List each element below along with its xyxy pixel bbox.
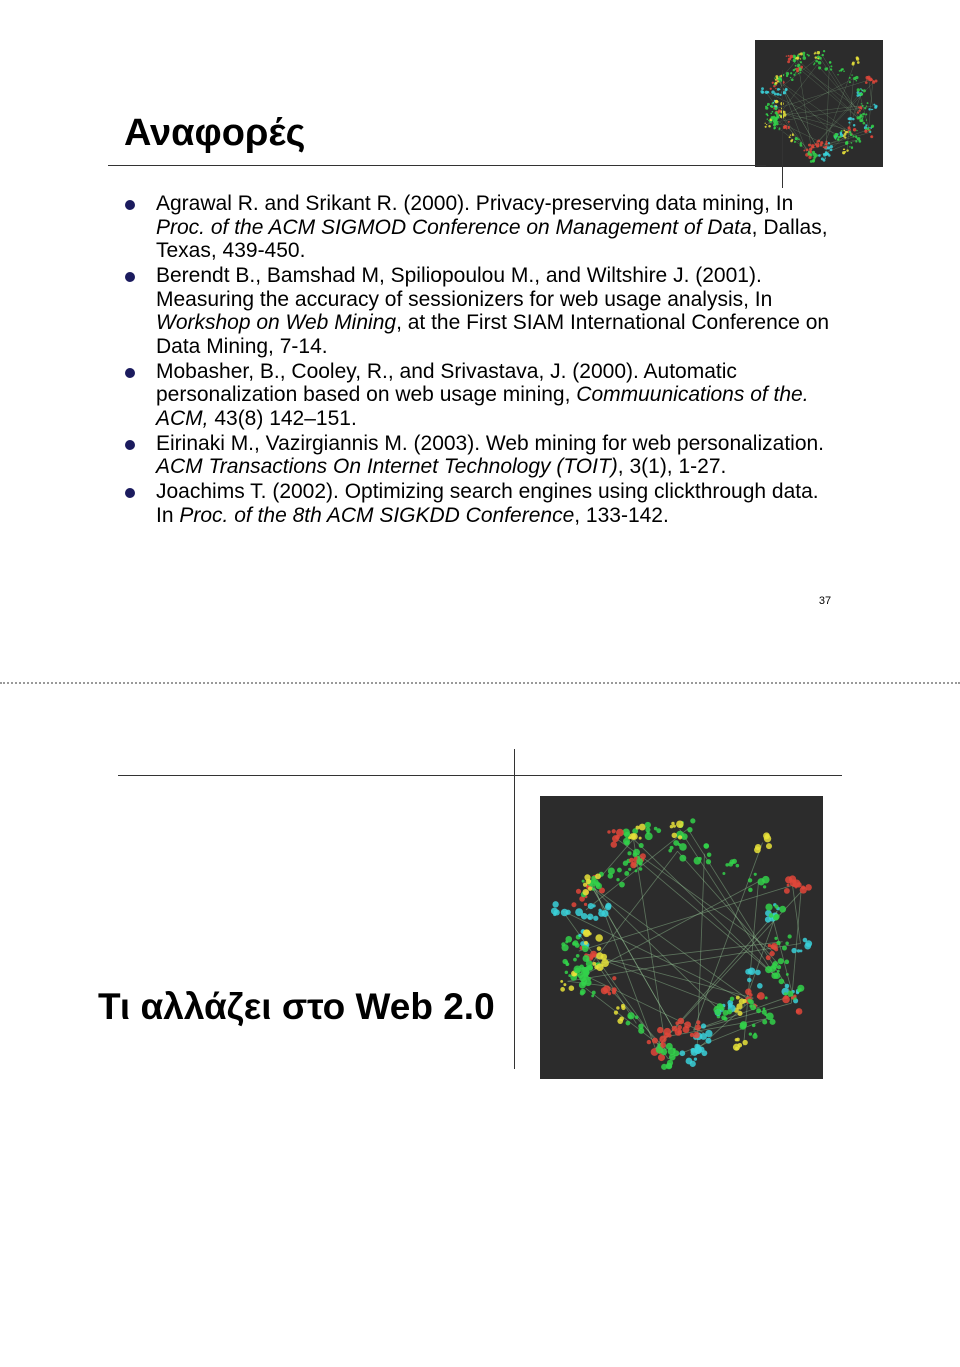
reference-text: Joachims T. (2002). Optimizing search engines using clickthrough data. In [156, 480, 819, 527]
web-graph-icon [755, 40, 883, 167]
reference-item [120, 192, 840, 263]
vertical-rule [782, 70, 783, 188]
reference-item [120, 360, 840, 431]
reference-text: , Dallas, Texas, 439-450. [156, 215, 828, 262]
bullet-dot-icon [125, 272, 135, 282]
slide-references [0, 0, 960, 683]
reference-item [120, 432, 840, 479]
reference-text: 43(8) 142–151. [208, 406, 357, 430]
reference-source: Workshop on Web Mining [156, 311, 397, 334]
reference-text: Mobasher, B., Cooley, R., and Srivastava, J. (2000). Automatic personalization based on web usage mining, [156, 359, 737, 406]
reference-text: , at the First SIAM International Conference on Data Mining, 7-14. [156, 311, 830, 358]
slide-title: Τι αλλάζει στο Web 2.0 [98, 986, 495, 1027]
reference-source: ACM Transactions On Internet Technology (TOIT) [156, 455, 618, 478]
reference-text: , 133-142. [574, 503, 669, 527]
reference-source: Commuunications of the. ACM, [156, 383, 809, 430]
reference-source: Proc. of the 8th ACM SIGKDD Conference [179, 503, 575, 527]
reference-source: Proc. of the ACM SIGMOD Conference on Management of Data [156, 215, 752, 239]
reference-text: , 3(1), 1-27. [617, 455, 727, 478]
web-graph-thumbnail [755, 40, 883, 167]
bullet-dot-icon [125, 440, 135, 450]
slide-web20 [0, 684, 960, 1367]
reference-list [120, 192, 840, 529]
page-number: 37 [818, 595, 832, 607]
bullet-dot-icon [125, 200, 135, 210]
reference-text: Berendt B., Bamshad M, Spiliopoulou M., and Wiltshire J. (2001). Measuring the accuracy of sessionizers for web usage analysis, In [156, 264, 773, 311]
footer-rule [118, 775, 842, 776]
reference-item [120, 480, 840, 527]
reference-text: Agrawal R. and Srikant R. (2000). Privacy-preserving data mining, In [156, 192, 794, 215]
reference-item [120, 264, 840, 358]
slide-title: Αναφορές [124, 112, 306, 154]
title-underline [108, 165, 766, 166]
bullet-dot-icon [125, 488, 135, 498]
reference-text: Eirinaki M., Vazirgiannis M. (2003). Web mining for web personalization. [156, 431, 825, 455]
bullet-dot-icon [125, 368, 135, 378]
web-graph-image [540, 796, 823, 1079]
vertical-rule [514, 749, 515, 1069]
web-graph-icon [540, 796, 823, 1079]
